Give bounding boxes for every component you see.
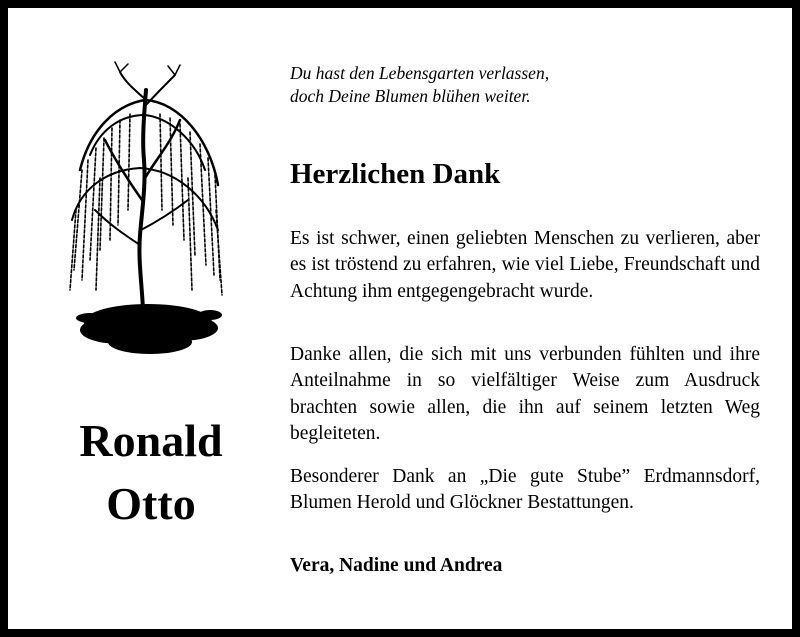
deceased-first-name: Ronald — [79, 415, 223, 466]
motto-line: Du hast den Lebensgarten verlassen, — [290, 63, 550, 83]
thanks-paragraph: Es ist schwer, einen geliebten Menschen zu verlieren, aber es ist tröstend zu erfahren, wie viel Liebe, Freundschaft und Achtung ihm entgegengebracht wurde. — [290, 228, 760, 302]
weeping-willow-icon — [60, 60, 230, 360]
thanks-paragraph: Danke allen, die sich mit uns verbunden fühlten und ihre Anteilnahme in so vielfältiger Weise zum Ausdruck brachten sowie allen, die ihn auf seinem letzten Weg begleiteten. — [290, 344, 760, 444]
obituary-card — [8, 8, 792, 629]
special-thanks-paragraph: Besonderer Dank an „Die gute Stube” Erdmannsdorf, Blumen Herold und Glöckner Bestattungen. — [290, 466, 760, 514]
page-title: Herzlichen Dank — [290, 158, 501, 190]
signature: Vera, Nadine und Andrea — [290, 555, 503, 576]
motto-quote — [290, 62, 549, 108]
motto-line: doch Deine Blumen blühen weiter. — [290, 86, 531, 106]
deceased-last-name: Otto — [106, 478, 196, 529]
